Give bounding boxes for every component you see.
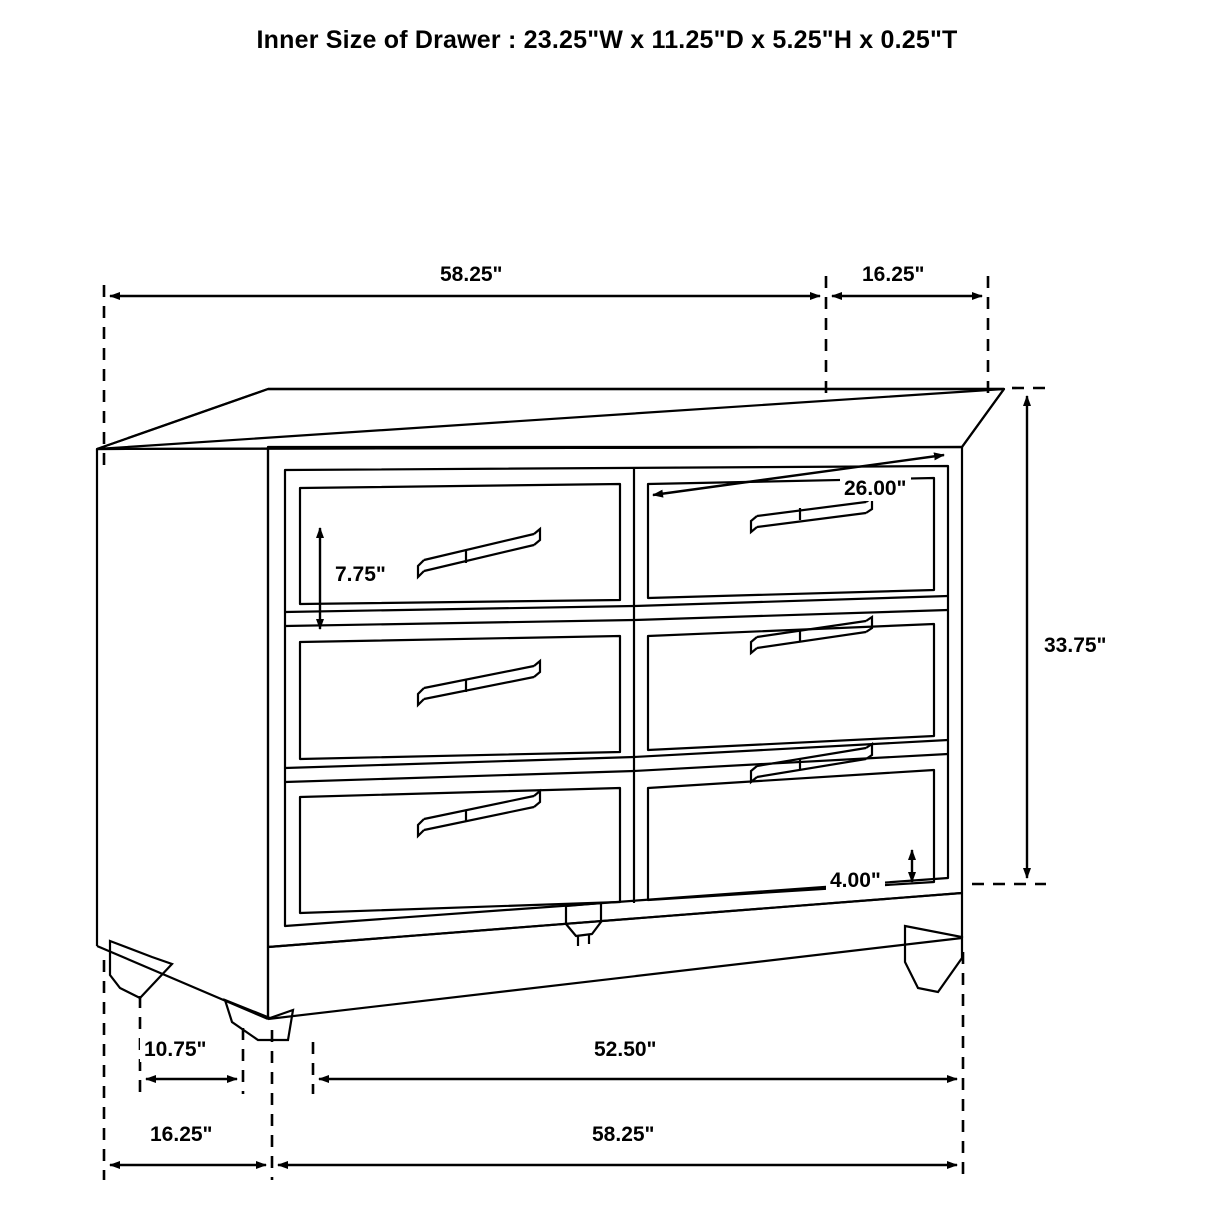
dim-base-inner-width: 52.50"	[590, 1038, 661, 1062]
dim-base-width: 58.25"	[588, 1123, 659, 1147]
page-title: Inner Size of Drawer : 23.25"W x 11.25"D x 5.25"H x 0.25"T	[256, 26, 958, 54]
dim-foot-depth: 10.75"	[140, 1038, 211, 1062]
dim-total-height: 33.75"	[1040, 634, 1111, 658]
dresser-legs	[110, 926, 962, 1040]
dim-drawer-height: 7.75"	[331, 563, 390, 587]
dim-drawer-width: 26.00"	[840, 477, 911, 501]
dim-leg-height: 4.00"	[826, 869, 885, 893]
dim-base-depth: 16.25"	[146, 1123, 217, 1147]
drawer-handles	[418, 498, 872, 836]
dim-top-width: 58.25"	[436, 263, 507, 287]
dim-top-depth: 16.25"	[858, 263, 929, 287]
dimension-lines	[104, 276, 1046, 1180]
